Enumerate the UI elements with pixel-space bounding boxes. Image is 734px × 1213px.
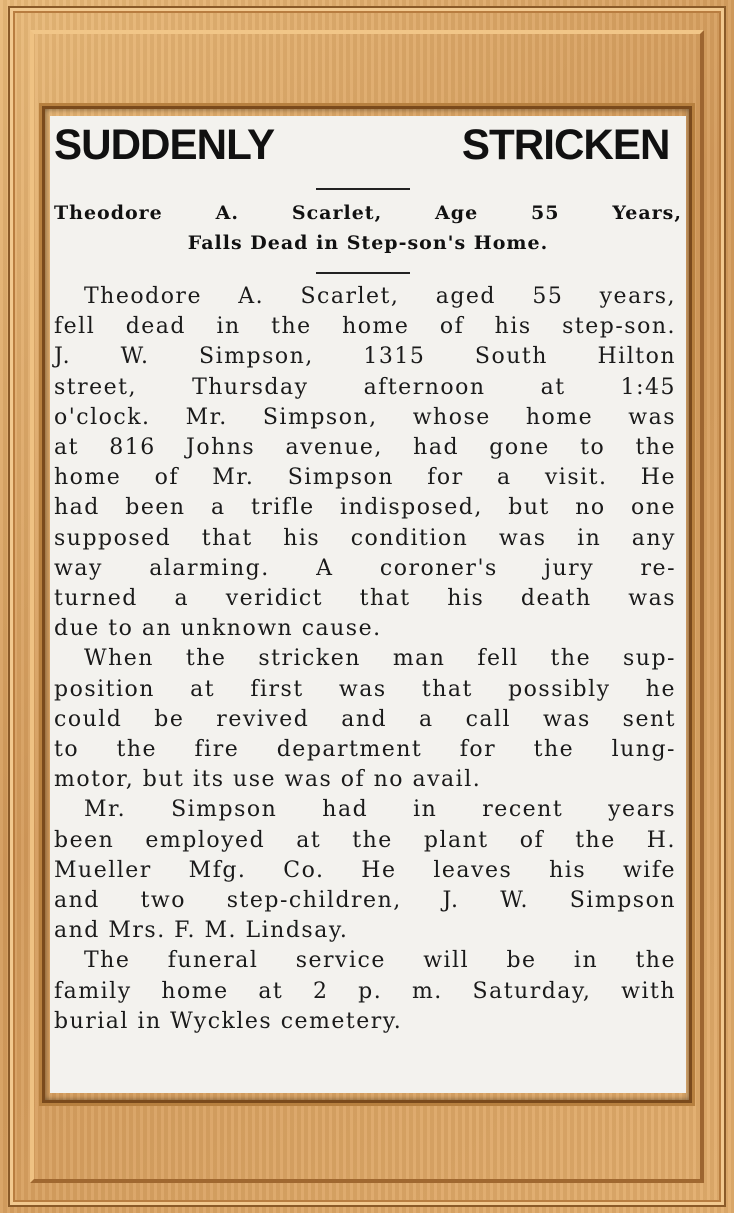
body-line: Mueller Mfg. Co. He leaves his wife [54, 858, 676, 883]
rule-top [316, 188, 410, 190]
body-line: street, Thursday afternoon at 1:45 [54, 375, 676, 400]
body-line: family home at 2 p. m. Saturday, with [54, 979, 676, 1004]
body-line: to the fire department for the lung- [54, 737, 676, 762]
headline-left: SUDDENLY [54, 121, 275, 169]
body-line: could be revived and a call was sent [54, 707, 676, 732]
body-line: Mr. Simpson had in recent years [84, 797, 676, 822]
body-line: home of Mr. Simpson for a visit. He [54, 465, 676, 490]
body-line: When the stricken man fell the sup- [84, 646, 676, 671]
deck-line-2: Falls Dead in Step-son's Home. [187, 232, 549, 254]
headline [54, 121, 670, 169]
newspaper-clipping [50, 116, 686, 1093]
body-line: turned a veridict that his death was [54, 586, 676, 611]
body-line: motor, but its use was of no avail. [54, 767, 482, 792]
body-line: way alarming. A coroner's jury re- [54, 556, 676, 581]
body-line: Theodore A. Scarlet, aged 55 years, [84, 284, 676, 309]
body-line: burial in Wyckles cemetery. [54, 1009, 403, 1034]
deck-line-1: Theodore A. Scarlet, Age 55 Years, [54, 202, 682, 224]
body-line: fell dead in the home of his step-son. [54, 314, 676, 339]
headline-right: STRICKEN [461, 121, 670, 169]
body-line: J. W. Simpson, 1315 South Hilton [54, 344, 676, 369]
body-line: had been a trifle indisposed, but no one [54, 495, 676, 520]
body-line: and two step-children, J. W. Simpson [54, 888, 676, 913]
body-line: and Mrs. F. M. Lindsay. [54, 918, 349, 943]
body-line: been employed at the plant of the H. [54, 828, 676, 853]
body-line: The funeral service will be in the [84, 948, 676, 973]
rule-bottom [316, 272, 410, 274]
body-line: supposed that his condition was in any [54, 526, 676, 551]
body-line: o'clock. Mr. Simpson, whose home was [54, 405, 676, 430]
body-line: due to an unknown cause. [54, 616, 382, 641]
body-line: at 816 Johns avenue, had gone to the [54, 435, 676, 460]
body-line: position at first was that possibly he [54, 677, 676, 702]
